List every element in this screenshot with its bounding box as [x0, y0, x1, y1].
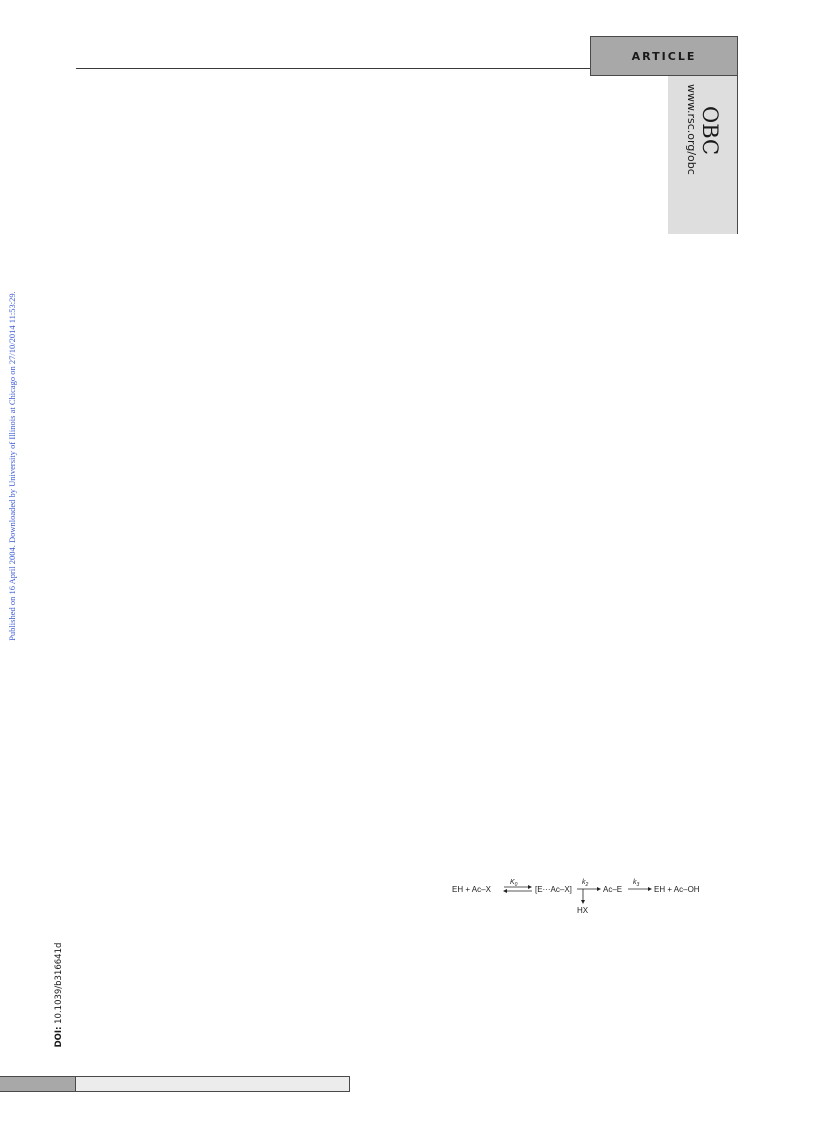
reaction-scheme [452, 876, 732, 916]
doi-note [53, 925, 65, 1065]
journal-abbreviation: OBC [697, 106, 722, 156]
doi-label: DOI: [54, 1026, 64, 1048]
article-type-label: ARTICLE [631, 49, 697, 63]
reaction-scheme-svg [452, 876, 732, 916]
scheme-complex: [E···Ac–X] [535, 885, 572, 894]
k2-arrowhead [597, 887, 601, 891]
hx-down-arrowhead [581, 900, 585, 904]
footer-bar-left-block [0, 1077, 76, 1091]
article-type-tab [590, 36, 738, 76]
equilibrium-forward-arrowhead [528, 885, 532, 889]
footer-bar [0, 1076, 350, 1092]
k3-arrowhead [648, 887, 652, 891]
scheme-reactants: EH + Ac–X [452, 885, 491, 894]
journal-url[interactable]: www.rsc.org/obc [684, 84, 698, 175]
doi-value[interactable]: 10.1039/b316641d [54, 942, 64, 1024]
equilibrium-reverse-arrowhead [503, 889, 507, 893]
scheme-k3-label: $k_3$ [633, 879, 640, 888]
scheme-k0-label: $K_0$ [510, 879, 518, 888]
top-rule [76, 68, 590, 69]
journal-masthead-rotated [684, 80, 722, 230]
scheme-byproduct: HX [577, 906, 589, 915]
scheme-products: EH + Ac–OH [654, 885, 700, 894]
scheme-k2-label: $k_2$ [582, 879, 589, 888]
scheme-intermediate: Ac–E [603, 885, 623, 894]
journal-masthead [668, 76, 738, 234]
publication-note[interactable]: Published on 16 April 2004. Downloaded by University of Illinois at Chicago on 27/10/2014 11:53:29. [7, 291, 17, 641]
